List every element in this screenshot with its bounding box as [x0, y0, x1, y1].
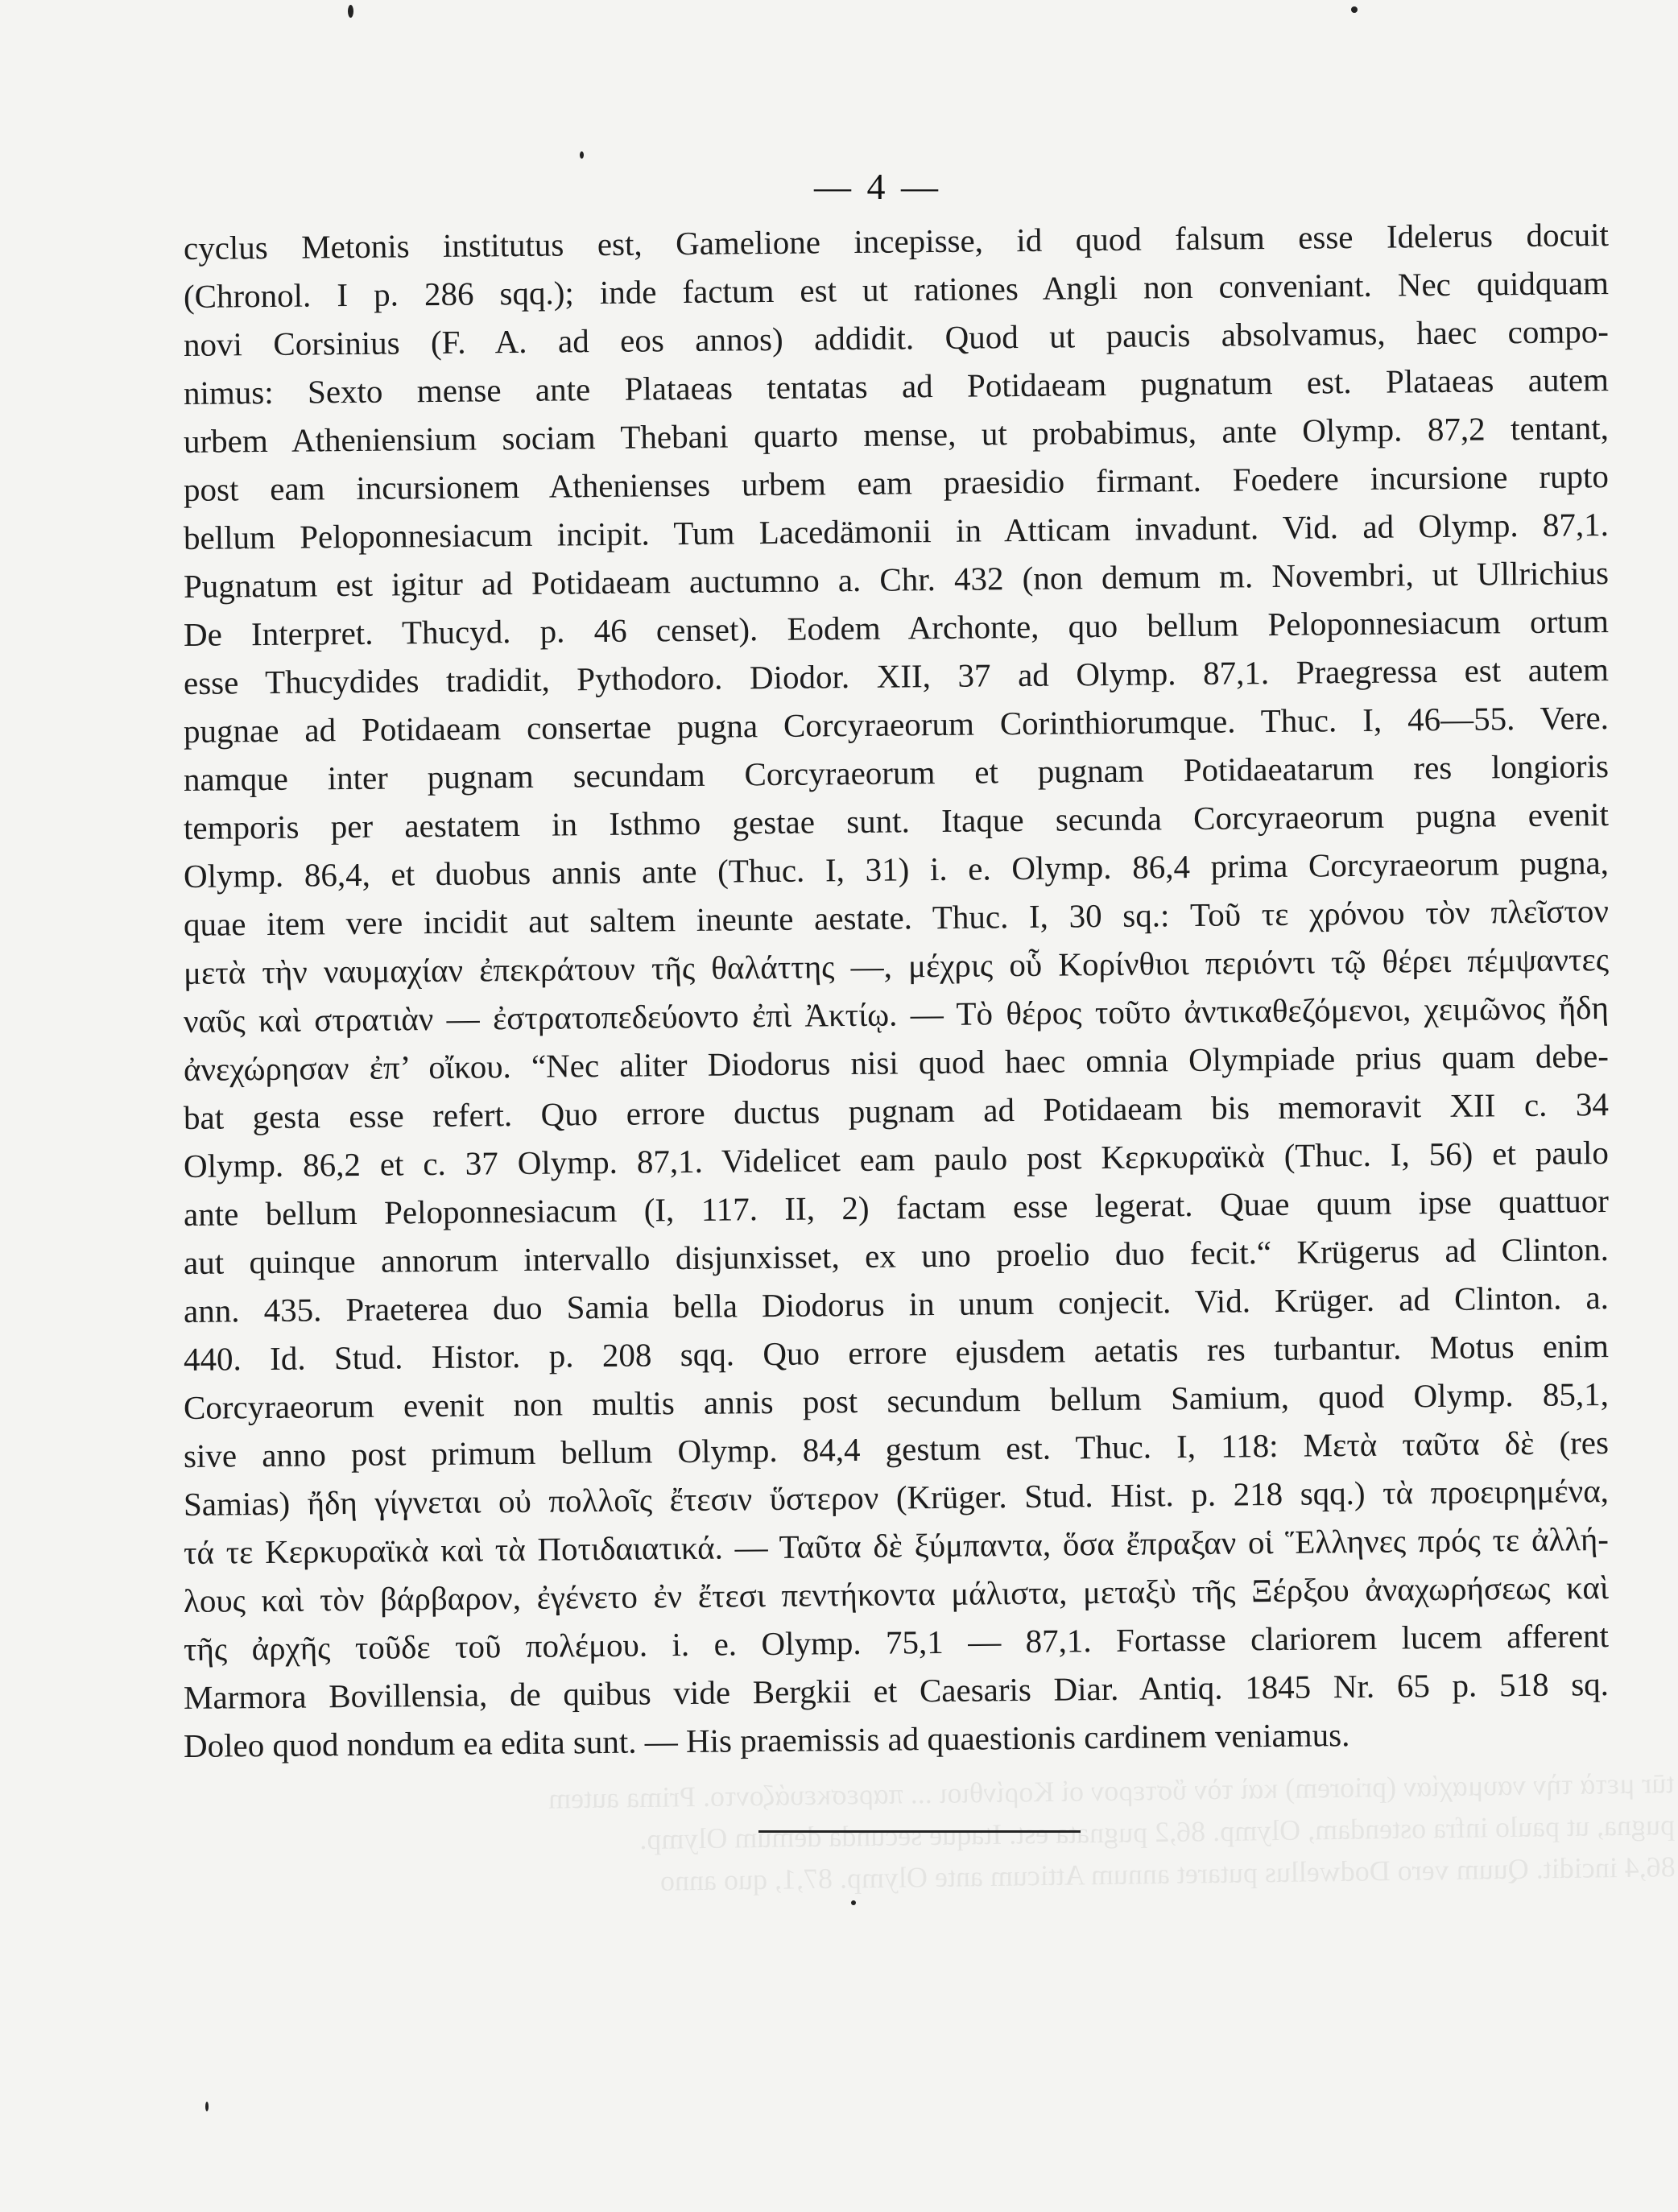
body-text — [183, 216, 1610, 1770]
text-line: (Chronol. I p. 286 sqq.); inde factum est ut rationes Angli non conveniant. Nec quidquam — [183, 264, 1610, 315]
text-line: ann. 435. Praeterea duo Samia bella Diodorus in unum conjecit. Vid. Krüger. ad Clinton. a. — [183, 1279, 1610, 1329]
text-line: quae item vere incidit aut saltem ineunte aestate. Thuc. I, 30 sq.: Τοῦ τε χρόνου τὸν πλεῖστον — [183, 892, 1610, 943]
text-line-greek: ναῦς καὶ στρατιὰν — ἐστρατοπεδεύοντο ἐπὶ Ἀκτίῳ. — Τὸ θέρος τοῦτο ἀντικαθεζόμενοι, χειμῶνος ἤδη — [183, 989, 1610, 1040]
text-line: cyclus Metonis institutus est, Gamelione incepisse, id quod falsum esse Idelerus docuit — [183, 216, 1610, 267]
text-line: τῆς ἀρχῆς τοῦδε τοῦ πολέμου. i. e. Olymp. 75,1 — 87,1. Fortasse clariorem lucem afferent — [183, 1617, 1610, 1668]
text-line: ἀνεχώρησαν ἐπ’ οἴκου. “Nec aliter Diodorus nisi quod haec omnia Olympiade prius quam debe- — [183, 1037, 1610, 1088]
text-line: post eam incursionem Athenienses urbem eam praesidio firmant. Foedere incursione rupto — [183, 457, 1610, 508]
text-line: aut quinque annorum intervallo disjunxisset, ex uno proelio duo fecit.“ Krügerus ad Clinton. — [183, 1230, 1610, 1281]
ink-speck — [1351, 6, 1358, 13]
text-line-greek: μετὰ τὴν ναυμαχίαν ἐπεκράτουν τῆς θαλάττης —, μέχρις οὗ Κορίνθιοι περιόντι τῷ θέρει πέμψαντες — [183, 941, 1610, 991]
text-line: Samias) ἤδη γίγνεται οὐ πολλοῖς ἔτεσιν ὕστερον (Krüger. Stud. Hist. p. 218 sqq.) τὰ προειρημένα, — [183, 1472, 1610, 1523]
bleed-through-text: tūr μετὰ τὴν ναυμαχίαν (priorem) καὶ τὸν ὕστερον οἱ Κορίνθιοι ... παρεσκευάζοντο. Prima autem pugna, ut paulo infra ostendam, Olymp. 86,2 pugnata est. Itaque secunda demum Olymp. 86,4 incidit. Quum vero Dodwellus putaret annum Atticum ante Olymp. 87,1, quo anno — [548, 1767, 1676, 1897]
text-line: sive anno post primum bellum Olymp. 84,4 gestum est. Thuc. I, 118: Μετὰ ταῦτα δὲ (res — [183, 1424, 1610, 1474]
ink-speck — [580, 151, 584, 159]
text-line: temporis per aestatem in Isthmo gestae sunt. Itaque secunda Corcyraeorum pugna evenit — [183, 796, 1610, 846]
text-line: ante bellum Peloponnesiacum (I, 117. II, 2) factam esse legerat. Quae quum ipse quattuor — [183, 1182, 1610, 1233]
text-line: nimus: Sexto mense ante Plataeas tentatas ad Potidaeam pugnatum est. Plataeas autem — [183, 361, 1610, 411]
text-line: bat gesta esse refert. Quo errore ductus pugnam ad Potidaeam bis memoravit XII c. 34 — [183, 1085, 1610, 1136]
text-line-greek: τά τε Κερκυραϊκὰ καὶ τὰ Ποτιδαιατικά. — Ταῦτα δὲ ξύμπαντα, ὅσα ἔπραξαν οἱ Ἕλληνες πρός τε ἀλλή- — [183, 1520, 1610, 1571]
ink-speck — [205, 2102, 209, 2111]
text-line: Corcyraeorum evenit non multis annis post secundum bellum Samium, quod Olymp. 85,1, — [183, 1375, 1610, 1426]
text-line: Marmora Bovillensia, de quibus vide Bergkii et Caesaris Diar. Antiq. 1845 Nr. 65 p. 518 sq. — [183, 1665, 1610, 1716]
text-line: Olymp. 86,2 et c. 37 Olymp. 87,1. Videlicet eam paulo post Κερκυραϊκὰ (Thuc. I, 56) et paulo — [183, 1134, 1610, 1185]
text-line: urbem Atheniensium sociam Thebani quarto mense, ut probabimus, ante Olymp. 87,2 tentant, — [183, 409, 1610, 460]
text-line: Doleo quod nondum ea edita sunt. — His praemissis ad quaestionis cardinem veniamus. — [183, 1716, 1350, 1764]
text-line: De Interpret. Thucyd. p. 46 censet). Eodem Archonte, quo bellum Peloponnesiacum ortum — [183, 602, 1610, 653]
page-number: — 4 — — [814, 166, 941, 207]
section-divider — [758, 1830, 1081, 1833]
text-line: Pugnatum est igitur ad Potidaeam auctumno a. Chr. 432 (non demum m. Novembri, ut Ullrichius — [183, 554, 1610, 605]
text-line-greek: λους καὶ τὸν βάρβαρον, ἐγένετο ἐν ἔτεσι πεντήκοντα μάλιστα, μεταξὺ τῆς Ξέρξου ἀναχωρήσεως καὶ — [183, 1569, 1610, 1619]
text-line: pugnae ad Potidaeam consertae pugna Corcyraeorum Corinthiorumque. Thuc. I, 46—55. Vere. — [183, 699, 1610, 750]
text-line: namque inter pugnam secundam Corcyraeorum et pugnam Potidaeatarum res longioris — [183, 747, 1610, 798]
text-line: esse Thucydides tradidit, Pythodoro. Diodor. XII, 37 ad Olymp. 87,1. Praegressa est autem — [183, 651, 1610, 701]
ink-speck — [348, 5, 353, 18]
text-line: 440. Id. Stud. Histor. p. 208 sqq. Quo errore ejusdem aetatis res turbantur. Motus enim — [183, 1327, 1610, 1378]
text-line: bellum Peloponnesiacum incipit. Tum Lacedämonii in Atticam invadunt. Vid. ad Olymp. 87,1. — [183, 506, 1610, 556]
ink-speck — [851, 1900, 856, 1905]
text-line: Olymp. 86,4, et duobus annis ante (Thuc. I, 31) i. e. Olymp. 86,4 prima Corcyraeorum pugna, — [183, 844, 1610, 895]
text-line: novi Corsinius (F. A. ad eos annos) addidit. Quod ut paucis absolvamus, haec compo- — [183, 312, 1610, 363]
